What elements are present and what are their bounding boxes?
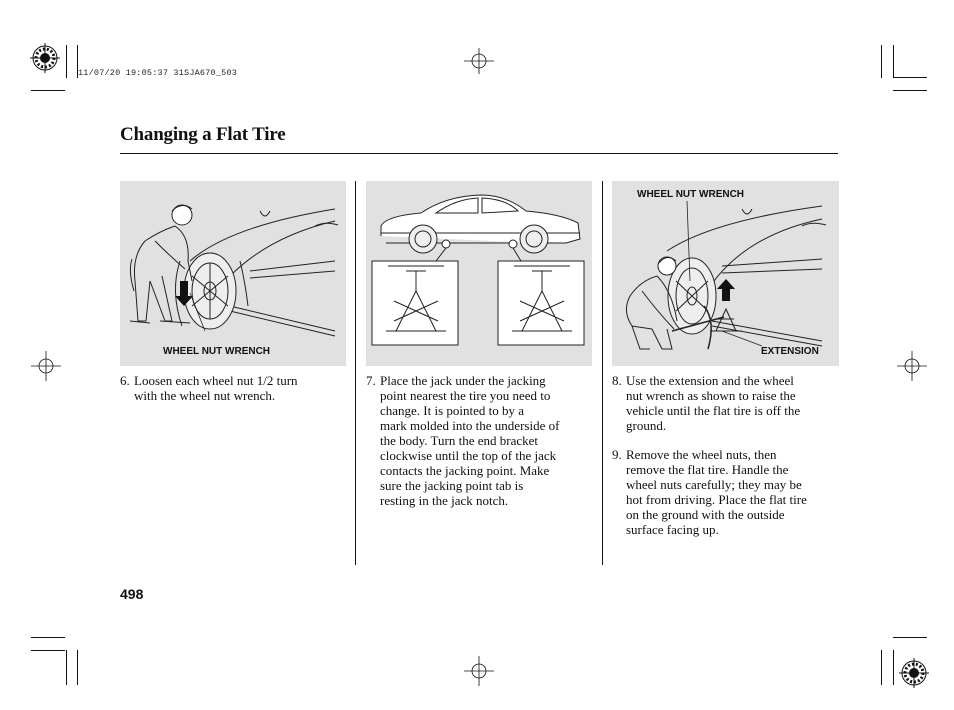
crosshair-right-icon — [897, 351, 927, 381]
illustration-raise-vehicle — [612, 181, 839, 366]
page-number: 498 — [120, 586, 144, 602]
step-text: Use the extension and the wheel nut wrench as shown to raise the vehicle until the flat tire is off the ground. — [626, 373, 801, 433]
step-number: 9. — [612, 447, 622, 462]
step-7 — [366, 373, 592, 508]
step-text: Loosen each wheel nut 1/2 turn with the wheel nut wrench. — [134, 373, 298, 403]
jacking-points-drawing — [366, 181, 592, 366]
crosshair-bottom-icon — [464, 656, 494, 686]
callout-wheel-nut-wrench-right: WHEEL NUT WRENCH — [637, 189, 745, 200]
step-6 — [120, 373, 346, 403]
step-number: 6. — [120, 373, 130, 388]
column-divider-1 — [355, 181, 356, 565]
step-text: Place the jack under the jacking point nearest the tire you need to change. It is pointed to by a mark molded into the underside of the body. Turn the end bracket clockwise until the top of the jack contacts the jacking point. Make sure the jacking point tab is resting in the jack notch. — [380, 373, 560, 508]
step-number: 7. — [366, 373, 376, 388]
column-divider-2 — [602, 181, 603, 565]
raise-vehicle-drawing — [612, 181, 839, 366]
callout-extension: EXTENSION — [761, 346, 819, 357]
step-9 — [612, 447, 839, 537]
loosen-nuts-drawing — [120, 181, 346, 366]
crosshair-top-icon — [464, 48, 494, 74]
registration-target-top-left — [30, 43, 60, 73]
step-text: Remove the wheel nuts, then remove the flat tire. Handle the wheel nuts carefully; they may be hot from driving. Place the flat tire on the ground with the outside surface facing up. — [626, 447, 807, 537]
step-8 — [612, 373, 839, 433]
title-rule — [120, 153, 838, 154]
section-title: Changing a Flat Tire — [120, 124, 286, 145]
callout-wheel-nut-wrench-left: WHEEL NUT WRENCH — [163, 346, 271, 357]
step-number: 8. — [612, 373, 622, 388]
print-info: 11/07/20 19:05:37 31SJA670_503 — [78, 68, 238, 78]
illustration-loosen-nuts — [120, 181, 346, 366]
crosshair-left-icon — [31, 351, 61, 381]
illustration-jacking-points — [366, 181, 592, 366]
registration-target-bottom-right — [899, 658, 929, 688]
